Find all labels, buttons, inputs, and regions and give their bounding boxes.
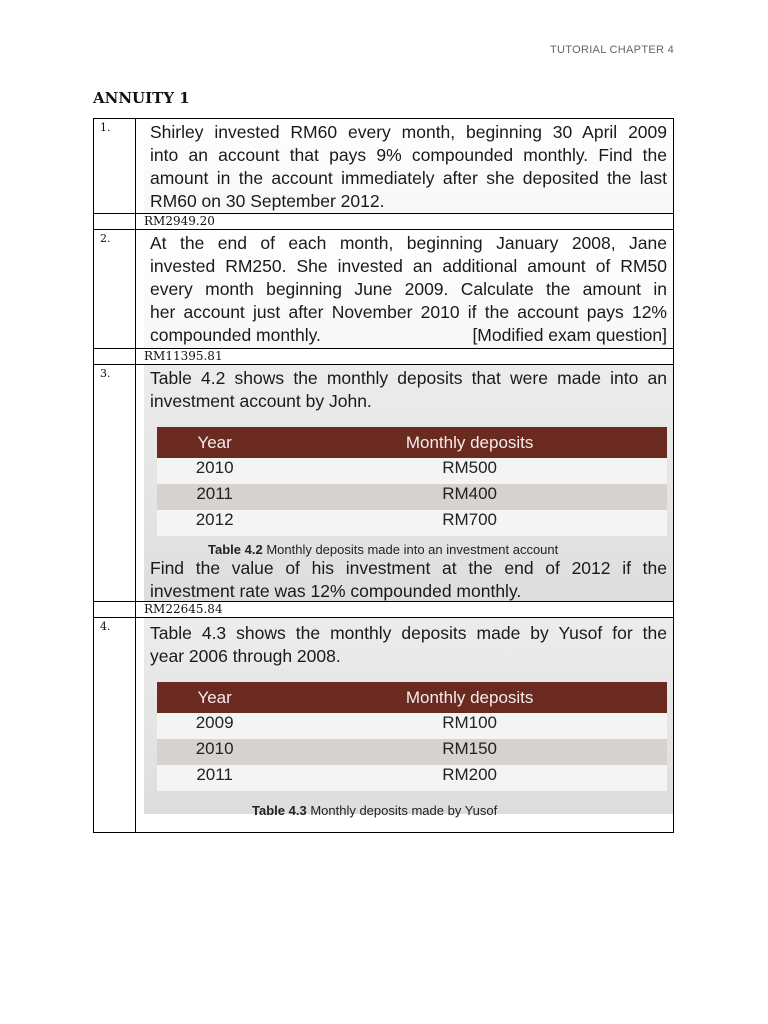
question-line: Table 4.3 shows the monthly deposits made by Yusof for the: [150, 623, 667, 643]
page-header: TUTORIAL CHAPTER 4: [550, 44, 674, 56]
caption-label: Table 4.3: [252, 803, 307, 818]
question-line: Find the value of his investment at the end of 2012 if the: [150, 558, 667, 578]
question-row-1: [94, 119, 674, 214]
question-photo: [144, 119, 673, 213]
deposits-table: [157, 682, 667, 791]
column-header: Monthly deposits: [272, 427, 667, 458]
question-number: 4.: [94, 618, 136, 833]
questions-table: [93, 118, 674, 833]
table-row: [157, 739, 667, 765]
section-title: ANNUITY 1: [93, 89, 190, 107]
answer-number-cell: [94, 602, 136, 618]
table-row: [157, 713, 667, 739]
table-caption: [208, 542, 667, 557]
table-row: [157, 765, 667, 791]
question-line: investment rate was 12% compounded monthly.: [150, 581, 522, 601]
question-line: [150, 324, 667, 347]
caption-label: Table 4.2: [208, 542, 263, 557]
deposit-cell: RM400: [272, 484, 667, 510]
year-cell: 2010: [157, 458, 272, 484]
answer-row-2: [94, 349, 674, 365]
year-cell: 2011: [157, 484, 272, 510]
deposit-cell: RM150: [272, 739, 667, 765]
question-row-4: [94, 618, 674, 833]
question-body: [136, 119, 674, 214]
question-row-3: [94, 365, 674, 602]
question-number: 1.: [94, 119, 136, 214]
question-line: her account just after November 2010 if the account pays 12%: [150, 302, 667, 322]
answer-number-cell: [94, 349, 136, 365]
question-photo: [144, 618, 673, 818]
answer-row-3: [94, 602, 674, 618]
question-number: 3.: [94, 365, 136, 602]
question-photo: [144, 365, 673, 601]
year-cell: 2012: [157, 510, 272, 536]
deposits-table: [157, 427, 667, 536]
table-row: [157, 510, 667, 536]
deposit-cell: RM100: [272, 713, 667, 739]
question-body: [136, 618, 674, 833]
question-line: amount in the account immediately after she deposited the last: [150, 168, 667, 188]
question-line-left: compounded monthly.: [150, 325, 321, 345]
answer-value: RM11395.81: [136, 349, 674, 365]
question-line: investment account by John.: [150, 391, 372, 411]
caption-text: Monthly deposits made by Yusof: [310, 803, 498, 818]
question-source-note: [Modified exam question]: [472, 325, 667, 345]
answer-value: RM22645.84: [136, 602, 674, 618]
question-line: RM60 on 30 September 2012.: [150, 191, 385, 211]
caption-text: Monthly deposits made into an investment account: [266, 542, 559, 557]
question-line: every month beginning June 2009. Calculate the amount in: [150, 279, 667, 299]
deposit-cell: RM500: [272, 458, 667, 484]
question-line: invested RM250. She invested an additional amount of RM50: [150, 256, 667, 276]
column-header: Year: [157, 682, 272, 713]
year-cell: 2011: [157, 765, 272, 791]
deposit-cell: RM700: [272, 510, 667, 536]
table-row: [157, 484, 667, 510]
year-cell: 2009: [157, 713, 272, 739]
table-caption: [252, 803, 667, 818]
question-row-2: [94, 230, 674, 349]
question-line: year 2006 through 2008.: [150, 646, 341, 666]
year-cell: 2010: [157, 739, 272, 765]
question-line: At the end of each month, beginning January 2008, Jane: [150, 233, 667, 253]
answer-row-1: [94, 214, 674, 230]
question-line: Table 4.2 shows the monthly deposits that were made into an: [150, 368, 667, 388]
answer-value: RM2949.20: [136, 214, 674, 230]
column-header: Monthly deposits: [272, 682, 667, 713]
question-body: [136, 365, 674, 602]
question-photo: [144, 230, 673, 348]
question-number: 2.: [94, 230, 136, 349]
table-row: [157, 458, 667, 484]
question-line: Shirley invested RM60 every month, beginning 30 April 2009: [150, 122, 667, 142]
question-body: [136, 230, 674, 349]
column-header: Year: [157, 427, 272, 458]
question-line: into an account that pays 9% compounded monthly. Find the: [150, 145, 667, 165]
answer-number-cell: [94, 214, 136, 230]
deposit-cell: RM200: [272, 765, 667, 791]
